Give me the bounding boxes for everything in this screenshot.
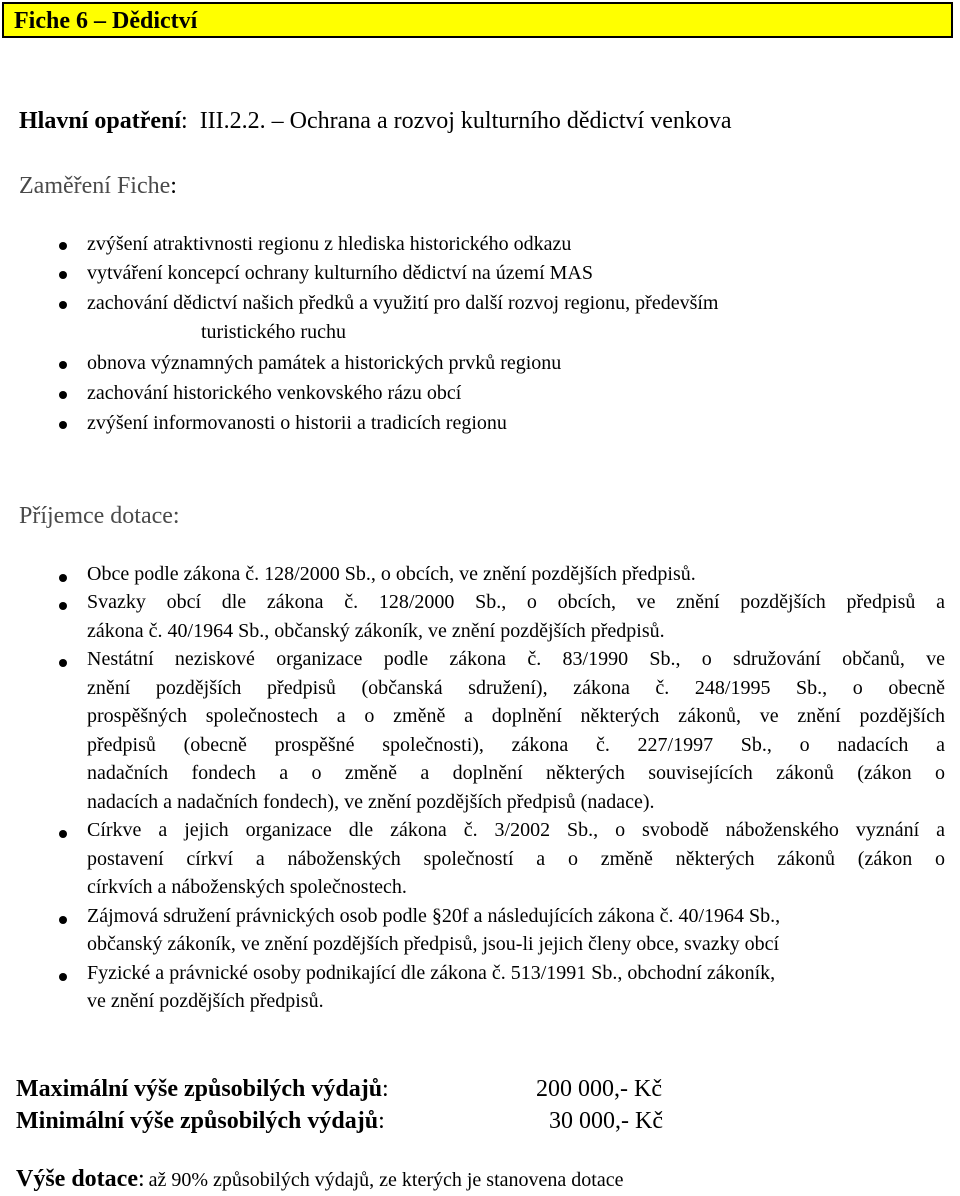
list-item: vytváření koncepcí ochrany kulturního dědictví na území MAS — [87, 262, 593, 284]
hlavni-label: Hlavní opatření — [19, 108, 182, 134]
min-colon: : — [378, 1108, 385, 1134]
bullet-icon — [59, 271, 67, 279]
recipient-line: občanský zákoník, ve znění pozdějších předpisů, jsou-li jejich členy obce, svazky obcí — [87, 933, 780, 955]
zamereni-colon: : — [170, 173, 177, 199]
recipient-line: ve znění pozdějších předpisů. — [87, 990, 324, 1012]
bullet-icon — [59, 421, 67, 429]
bullet-icon — [59, 574, 67, 582]
list-item: zvýšení atraktivnosti regionu z hlediska historického odkazu — [87, 233, 572, 255]
recipient-line: postavení církví a náboženských společností a o změně některých zákonů (zákon o — [87, 848, 945, 870]
hlavni-colon: : — [181, 108, 188, 134]
vyse-dotace-text: až 90% způsobilých výdajů, ze kterých je stanovena dotace — [148, 1169, 624, 1191]
bullet-icon — [59, 916, 67, 924]
bullet-icon — [59, 830, 67, 838]
recipient-line: předpisů (obecně prospěšné společnosti), zákona č. 227/1997 Sb., o nadacích a — [87, 734, 945, 756]
max-amount: 200 000,- Kč — [536, 1076, 662, 1102]
list-item-continuation: turistického ruchu — [201, 321, 346, 343]
bullet-icon — [59, 602, 67, 610]
recipient-line: Nestátní neziskové organizace podle zákona č. 83/1990 Sb., o sdružování občanů, ve — [87, 648, 945, 670]
list-item: obnova významných památek a historických prvků regionu — [87, 352, 562, 374]
recipient-line: Obce podle zákona č. 128/2000 Sb., o obcích, ve znění pozdějších předpisů. — [87, 563, 696, 585]
max-colon: : — [382, 1076, 389, 1102]
max-label: Maximální výše způsobilých výdajů — [16, 1076, 383, 1102]
recipient-line: Svazky obcí dle zákona č. 128/2000 Sb., o obcích, ve znění pozdějších předpisů a — [87, 591, 945, 613]
title-bar — [2, 2, 953, 38]
page-title: Fiche 6 – Dědictví — [14, 8, 198, 34]
recipient-line: znění pozdějších předpisů (občanská sdružení), zákona č. 248/1995 Sb., o obecně — [87, 677, 945, 699]
zamereni-label: Zaměření Fiche — [19, 173, 171, 199]
hlavni-opatreni — [19, 108, 732, 135]
vyse-dotace-colon: : — [137, 1166, 145, 1192]
bullet-icon — [59, 973, 67, 981]
bullet-icon — [59, 361, 67, 369]
recipient-line: Zájmová sdružení právnických osob podle §20f a následujících zákona č. 40/1964 Sb., — [87, 905, 781, 927]
bullet-icon — [59, 242, 67, 250]
min-label: Minimální výše způsobilých výdajů — [16, 1108, 379, 1134]
hlavni-value: III.2.2. – Ochrana a rozvoj kulturního dědictví venkova — [199, 108, 732, 134]
recipient-line: Církve a jejich organizace dle zákona č. 3/2002 Sb., o svobodě náboženského vyznání a — [87, 819, 945, 841]
recipient-line: Fyzické a právnické osoby podnikající dle zákona č. 513/1991 Sb., obchodní zákoník, — [87, 962, 776, 984]
list-item: zachování dědictví našich předků a využití pro další rozvoj regionu, především — [87, 292, 719, 314]
max-expenses-row — [16, 1076, 389, 1103]
recipient-line: nadacích a nadačních fondech), ve znění pozdějších předpisů (nadace). — [87, 791, 655, 813]
recipient-line: zákona č. 40/1964 Sb., občanský zákoník, ve znění pozdějších předpisů. — [87, 620, 665, 642]
bullet-icon — [59, 301, 67, 309]
bullet-icon — [59, 391, 67, 399]
recipient-line: prospěšných společnostech a o změně a doplnění některých zákonů, ve znění pozdějších — [87, 705, 945, 727]
prijemce-heading: Příjemce dotace: — [19, 503, 180, 529]
list-item: zachování historického venkovského rázu obcí — [87, 382, 462, 404]
recipient-line: církvích a náboženských společnostech. — [87, 876, 407, 898]
zamereni-heading — [19, 173, 177, 200]
vyse-dotace-label: Výše dotace — [16, 1166, 138, 1192]
min-expenses-row — [16, 1108, 385, 1135]
bullet-icon — [59, 659, 67, 667]
vyse-dotace-row — [16, 1166, 623, 1193]
min-amount: 30 000,- Kč — [549, 1108, 663, 1134]
list-item: zvýšení informovanosti o historii a tradicích regionu — [87, 412, 507, 434]
recipient-line: nadačních fondech a o změně a doplnění některých souvisejících zákonů (zákon o — [87, 762, 945, 784]
